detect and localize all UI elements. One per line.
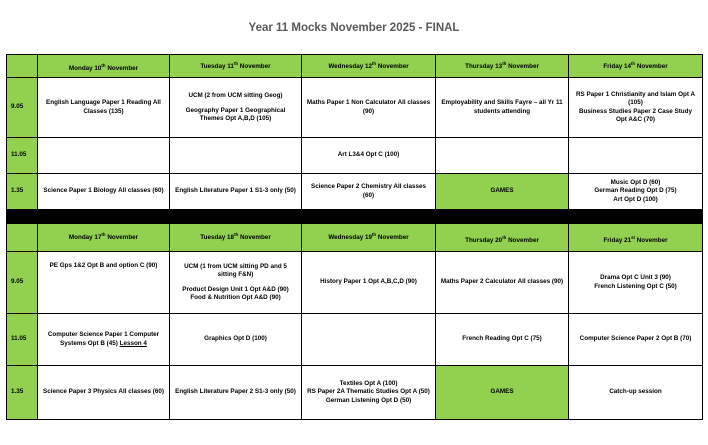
exam-cell-empty bbox=[38, 138, 170, 174]
exam-cell-empty bbox=[302, 314, 436, 366]
exam-cell-empty bbox=[436, 138, 569, 174]
exam-cell: Graphics Opt D (100) bbox=[170, 314, 302, 366]
exam-cell: Textiles Opt A (100) RS Paper 2A Thematic Studies Opt A (50) German Listening Opt D (50) bbox=[302, 366, 436, 420]
exam-cell: Science Paper 3 Physics All classes (60) bbox=[38, 366, 170, 420]
games-cell: GAMES bbox=[436, 174, 569, 210]
exam-cell: English Literature Paper 2 S1-3 only (50) bbox=[170, 366, 302, 420]
day-header: Friday 14th November bbox=[569, 55, 703, 78]
week2-row-135 bbox=[7, 366, 703, 420]
exam-cell: English Language Paper 1 Reading All Classes (135) bbox=[38, 78, 170, 138]
time-slot: 11.05 bbox=[7, 138, 38, 174]
week1-row-905 bbox=[7, 78, 703, 138]
exam-cell: Drama Opt C Unit 3 (90) French Listening Opt C (50) bbox=[569, 252, 703, 314]
exam-cell-empty bbox=[170, 138, 302, 174]
time-slot: 9.05 bbox=[7, 252, 38, 314]
exam-cell: Catch-up session bbox=[569, 366, 703, 420]
exam-cell: UCM (2 from UCM sitting Geog) Geography Paper 1 Geographical Themes Opt A,B,D (105) bbox=[170, 78, 302, 138]
week2-header-row bbox=[7, 224, 703, 252]
time-slot: 11.05 bbox=[7, 314, 38, 366]
games-cell: GAMES bbox=[436, 366, 569, 420]
divider-bar bbox=[7, 210, 703, 224]
day-header: Tuesday 11th November bbox=[170, 55, 302, 78]
exam-cell: Science Paper 2 Chemistry All classes (60) bbox=[302, 174, 436, 210]
week2-row-905 bbox=[7, 252, 703, 314]
week1-row-135 bbox=[7, 174, 703, 210]
week-divider bbox=[7, 210, 703, 224]
exam-cell: Music Opt D (60) German Reading Opt D (75) Art Opt D (100) bbox=[569, 174, 703, 210]
day-header: Monday 17th November bbox=[38, 224, 170, 252]
day-header: Wednesday 12th November bbox=[302, 55, 436, 78]
exam-cell: Employability and Skills Fayre – all Yr 11 students attending bbox=[436, 78, 569, 138]
exam-cell: RS Paper 1 Christianity and Islam Opt A (105) Business Studies Paper 2 Case Study Opt A&C (70) bbox=[569, 78, 703, 138]
time-slot: 1.35 bbox=[7, 174, 38, 210]
day-header: Monday 10th November bbox=[38, 55, 170, 78]
exam-cell: Maths Paper 1 Non Calculator All classes (90) bbox=[302, 78, 436, 138]
exam-cell: English Literature Paper 1 S1-3 only (50) bbox=[170, 174, 302, 210]
timetable bbox=[6, 54, 703, 420]
week1-header-row bbox=[7, 55, 703, 78]
exam-cell: History Paper 1 Opt A,B,C,D (90) bbox=[302, 252, 436, 314]
corner-cell bbox=[7, 55, 38, 78]
day-header: Tuesday 18th November bbox=[170, 224, 302, 252]
exam-cell: UCM (1 from UCM sitting PD and 5 sitting F&N) Product Design Unit 1 Opt A&D (90) Food & Nutrition Opt A&D (90) bbox=[170, 252, 302, 314]
day-header: Thursday 20th November bbox=[436, 224, 569, 252]
exam-cell: French Reading Opt C (75) bbox=[436, 314, 569, 366]
exam-cell: Computer Science Paper 2 Opt B (70) bbox=[569, 314, 703, 366]
exam-cell-empty bbox=[569, 138, 703, 174]
day-header: Wednesday 19th November bbox=[302, 224, 436, 252]
exam-cell: PE Gps 1&2 Opt B and option C (90) bbox=[38, 252, 170, 314]
exam-cell: Maths Paper 2 Calculator All classes (90) bbox=[436, 252, 569, 314]
week2-row-1105 bbox=[7, 314, 703, 366]
day-header: Thursday 13th November bbox=[436, 55, 569, 78]
lesson-note: Lesson 4 bbox=[119, 339, 147, 347]
week1-row-1105 bbox=[7, 138, 703, 174]
page-title: Year 11 Mocks November 2025 - FINAL bbox=[248, 22, 460, 34]
exam-cell: Science Paper 1 Biology All classes (60) bbox=[38, 174, 170, 210]
exam-cell: Computer Science Paper 1 Computer Systems Opt B (45) Lesson 4 bbox=[38, 314, 170, 366]
corner-cell bbox=[7, 224, 38, 252]
exam-cell: Art L3&4 Opt C (100) bbox=[302, 138, 436, 174]
day-header: Friday 21st November bbox=[569, 224, 703, 252]
time-slot: 9.05 bbox=[7, 78, 38, 138]
time-slot: 1.35 bbox=[7, 366, 38, 420]
